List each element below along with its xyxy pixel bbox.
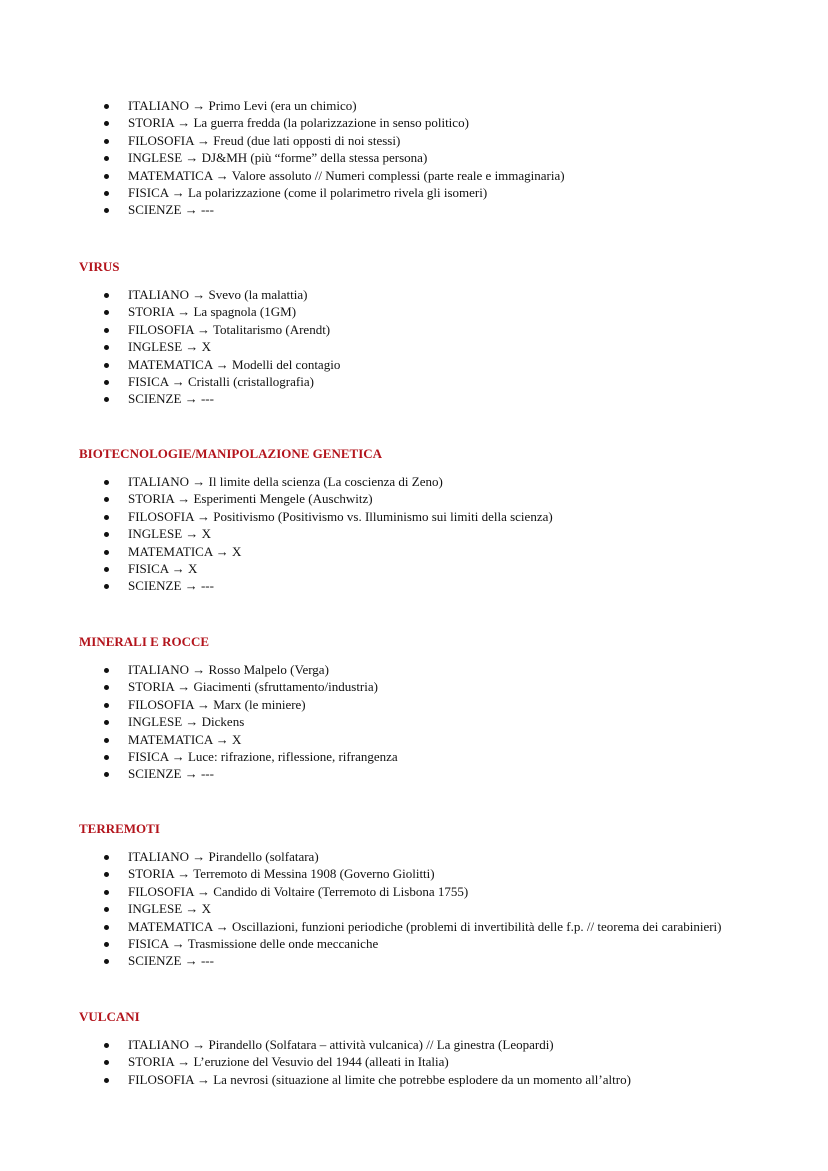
list-item [0,286,828,303]
list-item-text: FILOSOFIA → Candido di Voltaire (Terremoto di Lisbona 1755) [128,883,469,899]
bullet-icon [104,1078,109,1083]
section-heading: VIRUS [79,259,120,274]
list-item-text: STORIA → L’eruzione del Vesuvio del 1944 (alleati in Italia) [128,1054,449,1070]
list-item [0,338,828,355]
bullet-icon [104,293,109,298]
list-item-text: INGLESE → DJ&MH (più “forme” della stessa persona) [128,150,428,166]
list-item-text: MATEMATICA → Valore assoluto // Numeri complessi (parte reale e immaginaria) [128,167,565,183]
bullet-icon [104,855,109,860]
list-item-text: STORIA → Esperimenti Mengele (Auschwitz) [128,491,373,507]
list-item [0,900,828,917]
bullet-icon [104,720,109,725]
list-item-text: MATEMATICA → Oscillazioni, funzioni periodiche (problemi di invertibilità delle f.p. // teorema dei carabinieri) [128,918,722,934]
list-item [0,865,828,882]
bullet-icon [104,567,109,572]
bullet-icon [104,925,109,930]
bullet-icon [104,907,109,912]
bullet-icon [104,1043,109,1048]
bullet-icon [104,480,109,485]
list-item [0,577,828,594]
list-item [0,132,828,149]
list-item-text: SCIENZE → --- [128,578,214,594]
list-item [0,321,828,338]
list-item [0,167,828,184]
topic-list [0,286,828,408]
list-item [0,356,828,373]
bullet-icon [104,174,109,179]
list-item [0,748,828,765]
section-heading: BIOTECNOLOGIE/MANIPOLAZIONE GENETICA [79,446,383,461]
bullet-icon [104,363,109,368]
bullet-icon [104,208,109,213]
list-item [0,918,828,935]
list-item [0,560,828,577]
list-item [0,473,828,490]
list-item-text: FISICA → Trasmissione delle onde meccaniche [128,935,379,951]
bullet-icon [104,139,109,144]
topic-list [0,473,828,595]
bullet-icon [104,668,109,673]
bullet-icon [104,959,109,964]
topic-list [0,1036,828,1088]
bullet-icon [104,703,109,708]
bullet-icon [104,121,109,126]
list-item [0,390,828,407]
list-item [0,661,828,678]
list-item-text: STORIA → Giacimenti (sfruttamento/industria) [128,679,378,695]
topic-list [0,848,828,970]
list-item-text: STORIA → Terremoto di Messina 1908 (Governo Giolitti) [128,866,435,882]
list-item [0,765,828,782]
list-item-text: FISICA → Cristalli (cristallografia) [128,373,314,389]
bullet-icon [104,532,109,537]
list-item [0,935,828,952]
list-item [0,525,828,542]
bullet-icon [104,345,109,350]
list-item-text: ITALIANO → Il limite della scienza (La coscienza di Zeno) [128,474,443,489]
bullet-icon [104,397,109,402]
list-item-text: FILOSOFIA → Totalitarismo (Arendt) [128,321,331,337]
list-item [0,543,828,560]
section-heading: MINERALI E ROCCE [79,634,210,649]
bullet-icon [104,328,109,333]
bullet-icon [104,738,109,743]
list-item-text: FILOSOFIA → Freud (due lati opposti di noi stessi) [128,132,401,148]
list-item [0,713,828,730]
bullet-icon [104,772,109,777]
list-item [0,184,828,201]
bullet-icon [104,942,109,947]
list-item [0,678,828,695]
bullet-icon [104,685,109,690]
list-item-text: ITALIANO → Rosso Malpelo (Verga) [128,662,329,677]
list-item [0,114,828,131]
list-item-text: MATEMATICA → X [128,543,242,559]
list-item [0,696,828,713]
list-item [0,490,828,507]
topic-list [0,97,828,219]
list-item-text: MATEMATICA → Modelli del contagio [128,356,341,372]
list-item-text: MATEMATICA → X [128,731,242,747]
list-item [0,1036,828,1053]
list-item-text: FISICA → La polarizzazione (come il polarimetro rivela gli isomeri) [128,184,488,200]
list-item [0,303,828,320]
bullet-icon [104,156,109,161]
topic-list [0,661,828,783]
list-item-text: STORIA → La spagnola (1GM) [128,304,297,320]
bullet-icon [104,380,109,385]
list-item-text: ITALIANO → Pirandello (solfatara) [128,849,319,864]
bullet-icon [104,191,109,196]
list-item-text: SCIENZE → --- [128,953,214,969]
list-item [0,883,828,900]
list-item-text: ITALIANO → Pirandello (Solfatara – attività vulcanica) // La ginestra (Leopardi) [128,1037,554,1052]
list-item-text: INGLESE → X [128,901,212,917]
bullet-icon [104,550,109,555]
list-item-text: SCIENZE → --- [128,391,214,407]
section-heading: TERREMOTI [79,821,160,836]
list-item-text: FILOSOFIA → Marx (le miniere) [128,696,306,712]
bullet-icon [104,497,109,502]
list-item [0,373,828,390]
list-item [0,848,828,865]
bullet-icon [104,104,109,109]
list-item-text: INGLESE → X [128,339,212,355]
list-item-text: FISICA → Luce: rifrazione, riflessione, rifrangenza [128,748,398,764]
list-item-text: SCIENZE → --- [128,202,214,218]
list-item [0,508,828,525]
list-item [0,149,828,166]
list-item-text: STORIA → La guerra fredda (la polarizzazione in senso politico) [128,115,469,131]
list-item [0,1071,828,1088]
list-item [0,201,828,218]
list-item [0,731,828,748]
list-item-text: INGLESE → Dickens [128,714,245,730]
list-item-text: FILOSOFIA → Positivismo (Positivismo vs. Illuminismo sui limiti della scienza) [128,508,553,524]
bullet-icon [104,1060,109,1065]
bullet-icon [104,890,109,895]
list-item-text: INGLESE → X [128,526,212,542]
list-item [0,97,828,114]
bullet-icon [104,310,109,315]
bullet-icon [104,755,109,760]
section-heading: VULCANI [79,1009,140,1024]
list-item [0,1053,828,1070]
list-item-text: FILOSOFIA → La nevrosi (situazione al limite che potrebbe esplodere da un momento all’altro) [128,1071,631,1087]
list-item-text: ITALIANO → Primo Levi (era un chimico) [128,98,357,113]
bullet-icon [104,584,109,589]
bullet-icon [104,515,109,520]
list-item-text: ITALIANO → Svevo (la malattia) [128,287,308,302]
list-item-text: FISICA → X [128,560,198,576]
list-item [0,952,828,969]
list-item-text: SCIENZE → --- [128,766,214,782]
bullet-icon [104,872,109,877]
